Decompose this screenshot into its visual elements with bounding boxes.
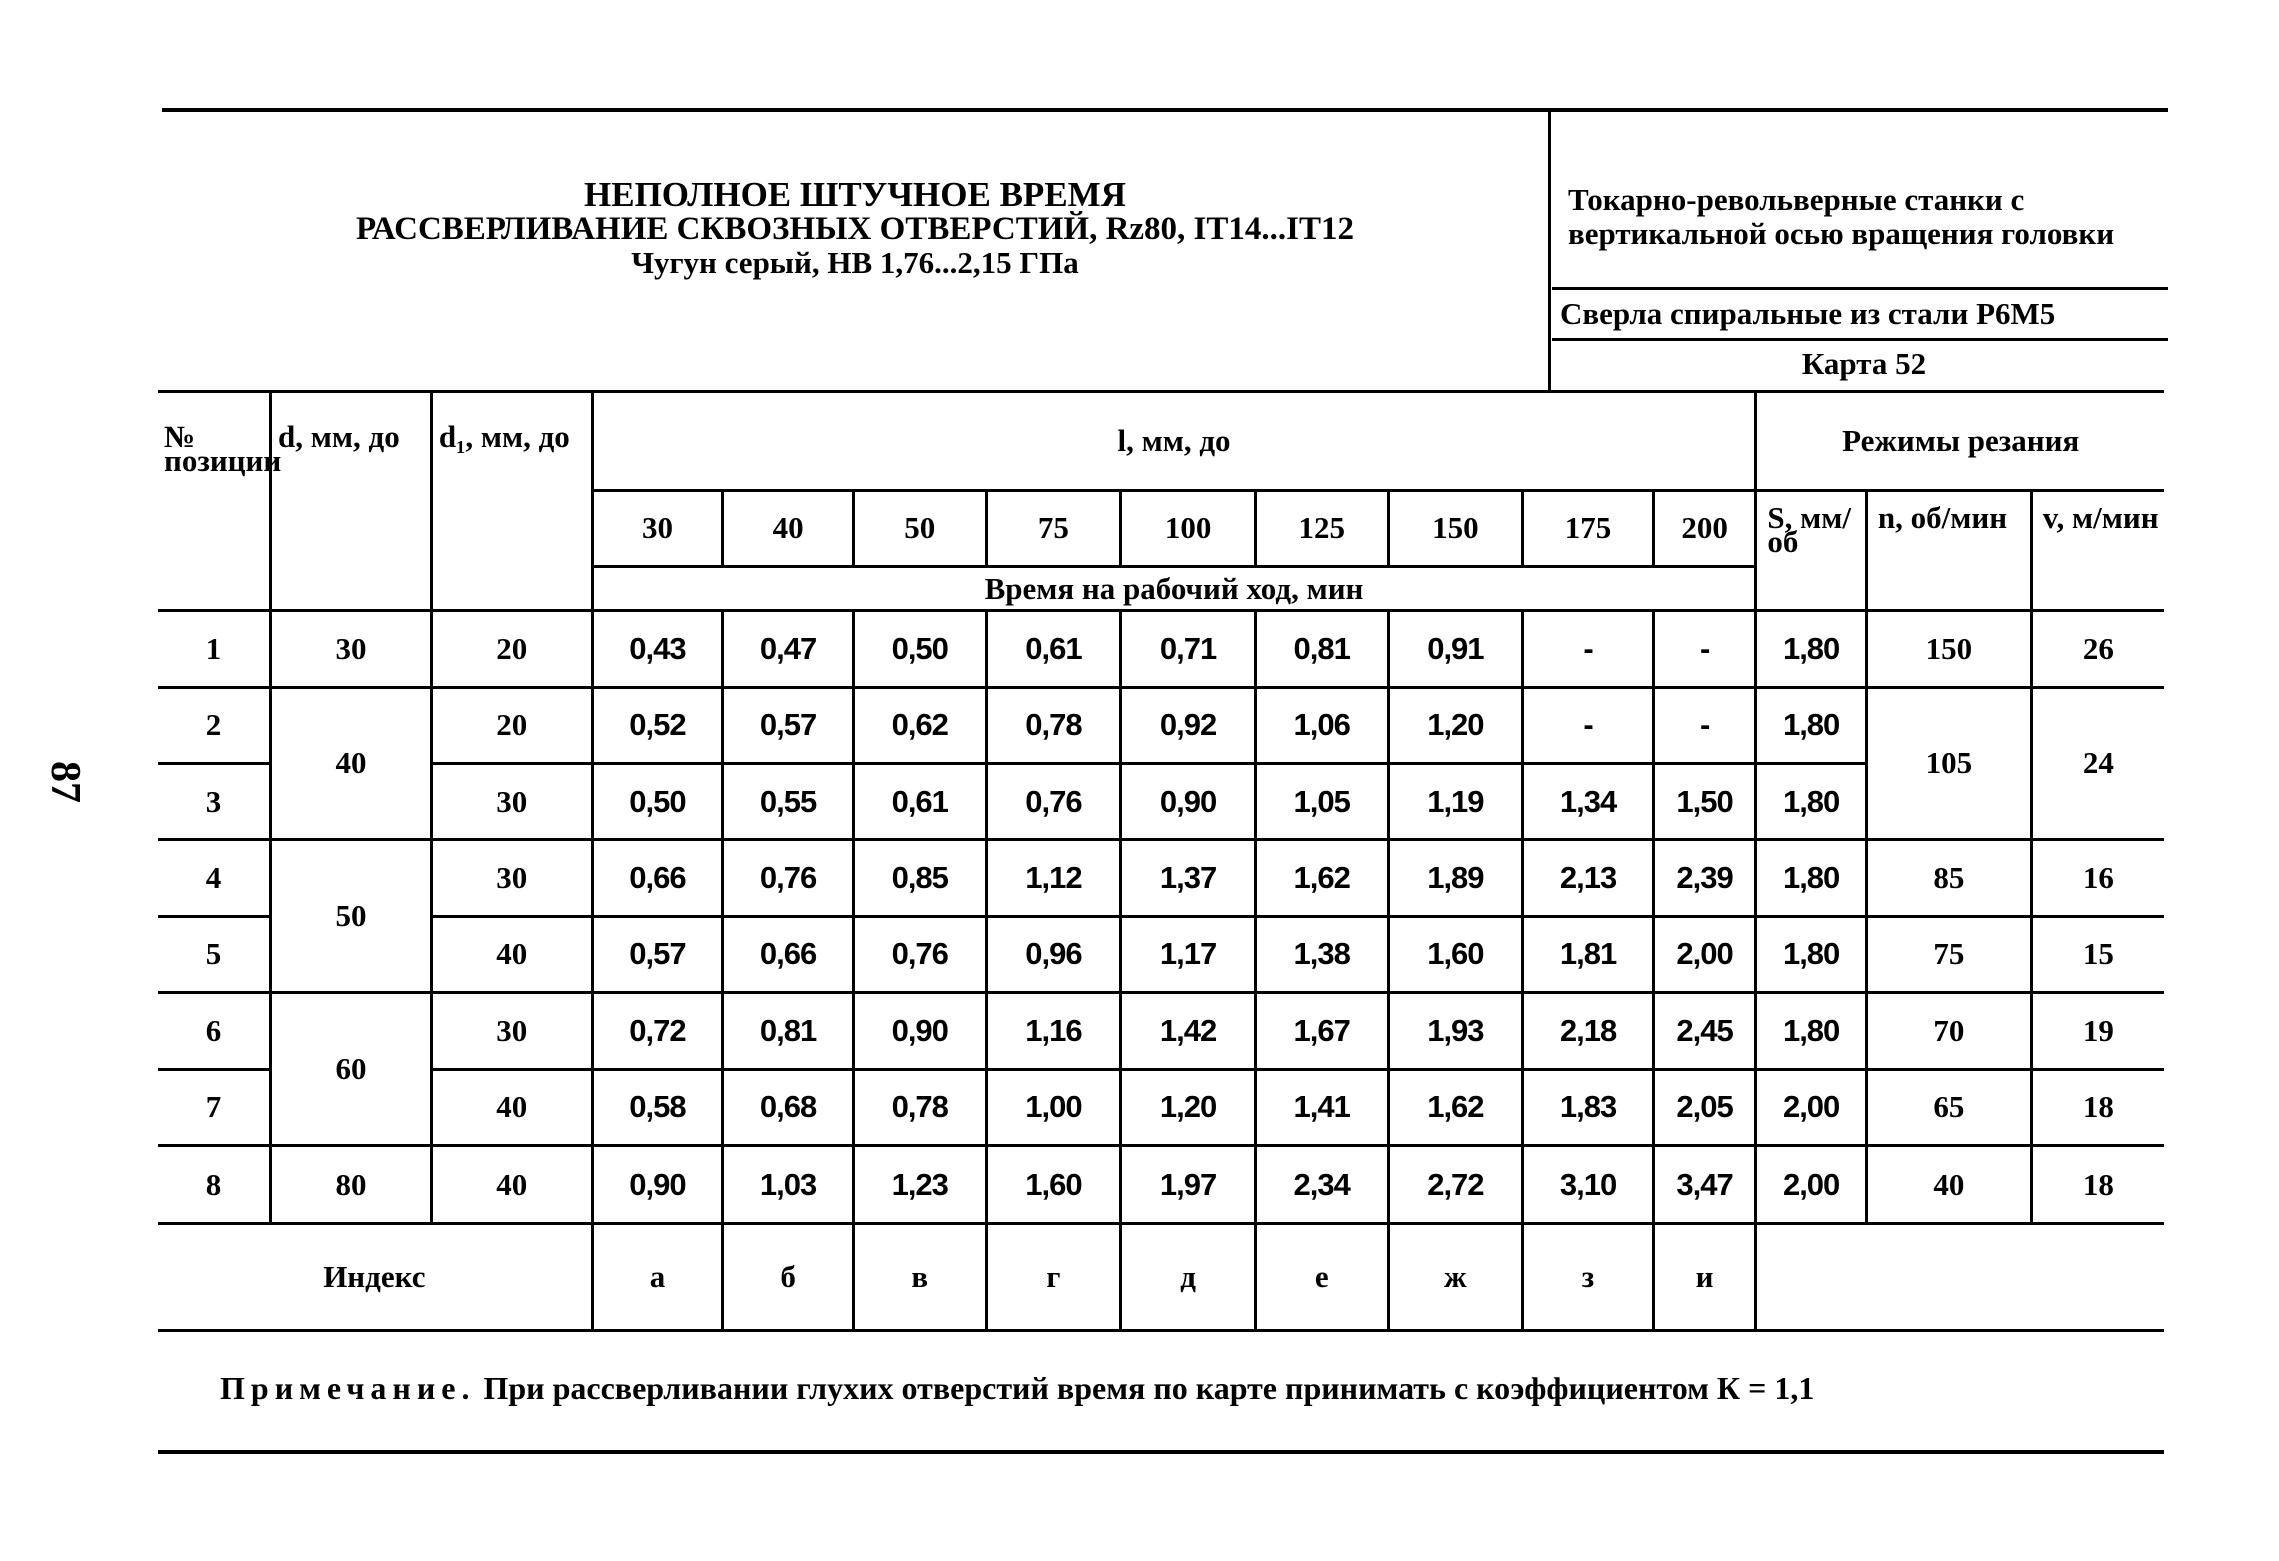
time-cell: 0,62 [853,687,986,763]
time-cell: 0,57 [723,687,854,763]
time-cell: 0,76 [853,916,986,992]
pos-cell: 3 [158,763,271,839]
time-cell: 1,37 [1121,840,1256,916]
d1-cell: 40 [431,1069,592,1145]
note [220,1370,1814,1407]
col-s-header: S, мм/об [1756,490,1867,611]
table-row [158,840,2164,916]
time-cell: - [1653,611,1756,687]
title-block [160,175,1550,280]
time-cell: 1,03 [723,1146,854,1224]
time-cell: 1,00 [986,1069,1121,1145]
length-75: 75 [986,490,1121,566]
time-cell: 2,13 [1523,840,1654,916]
d1-cell: 30 [431,840,592,916]
d-cell: 50 [271,840,432,993]
time-cell: 3,47 [1653,1146,1756,1224]
time-cell: 1,23 [853,1146,986,1224]
v-cell: 18 [2031,1146,2164,1224]
time-cell: 0,91 [1388,611,1523,687]
length-150: 150 [1388,490,1523,566]
col-d-header: d, мм, до [271,392,432,611]
n-cell: 85 [1866,840,2031,916]
s-cell: 1,80 [1756,993,1867,1069]
time-cell: 2,34 [1255,1146,1388,1224]
time-cell: 0,78 [853,1069,986,1145]
time-cell: 1,62 [1255,840,1388,916]
index-empty-cell [1756,1224,2164,1331]
time-cell: 0,85 [853,840,986,916]
time-cell: 0,90 [853,993,986,1069]
time-cell: 1,20 [1121,1069,1256,1145]
time-cell: 1,97 [1121,1146,1256,1224]
time-cell: 1,34 [1523,763,1654,839]
time-cell: 2,05 [1653,1069,1756,1145]
pos-cell: 5 [158,916,271,992]
index-cell: е [1255,1224,1388,1331]
time-cell: 0,71 [1121,611,1256,687]
v-cell: 15 [2031,916,2164,992]
time-cell: 0,52 [592,687,723,763]
s-cell: 2,00 [1756,1069,1867,1145]
time-table [158,390,2164,1332]
table-row [158,916,2164,992]
time-cell: 1,05 [1255,763,1388,839]
table-row [158,611,2164,687]
time-cell: 1,12 [986,840,1121,916]
col-pos-header: № позиции [158,392,271,611]
s-cell: 2,00 [1756,1146,1867,1224]
title-line-2: РАССВЕРЛИВАНИЕ СКВОЗНЫХ ОТВЕРСТИЙ, Rz80, IT14...IT12 [355,211,1355,247]
index-cell: з [1523,1224,1654,1331]
v-cell: 16 [2031,840,2164,916]
d1-cell: 20 [431,611,592,687]
time-cell: 0,57 [592,916,723,992]
d-cell: 40 [271,687,432,840]
time-cell: 3,10 [1523,1146,1654,1224]
length-125: 125 [1255,490,1388,566]
pos-cell: 4 [158,840,271,916]
time-cell: 0,96 [986,916,1121,992]
time-cell: 0,76 [723,840,854,916]
time-cell: 0,68 [723,1069,854,1145]
time-cell: 0,66 [592,840,723,916]
time-cell: 1,06 [1255,687,1388,763]
machine-line-2: вертикальной осью вращения головки [1568,216,2115,251]
pos-cell: 6 [158,993,271,1069]
n-cell: 75 [1866,916,2031,992]
time-cell: 1,67 [1255,993,1388,1069]
col-length-header: l, мм, до [592,392,1756,491]
length-50: 50 [853,490,986,566]
time-cell: 0,72 [592,993,723,1069]
time-cell: 0,90 [1121,763,1256,839]
length-30: 30 [592,490,723,566]
time-cell: 0,92 [1121,687,1256,763]
time-cell: 1,81 [1523,916,1654,992]
d-cell: 30 [271,611,432,687]
index-cell: г [986,1224,1121,1331]
bottom-rule [158,1450,2164,1454]
time-cell: 1,50 [1653,763,1756,839]
note-label: Примечание. [220,1370,476,1406]
v-cell: 26 [2031,611,2164,687]
time-cell: 1,16 [986,993,1121,1069]
n-cell: 65 [1866,1069,2031,1145]
v-cell: 24 [2031,687,2164,840]
time-cell: 0,81 [1255,611,1388,687]
time-cell: 1,62 [1388,1069,1523,1145]
n-cell: 150 [1866,611,2031,687]
s-cell: 1,80 [1756,840,1867,916]
time-label: Время на рабочий ход, мин [592,566,1756,610]
d1-cell: 40 [431,1146,592,1224]
index-cell: б [723,1224,854,1331]
time-cell: 1,93 [1388,993,1523,1069]
time-cell: 1,17 [1121,916,1256,992]
time-cell: 0,81 [723,993,854,1069]
time-cell: 0,90 [592,1146,723,1224]
time-cell: 1,20 [1388,687,1523,763]
page-number: 87 [42,761,88,803]
time-cell: 0,66 [723,916,854,992]
time-cell: - [1523,611,1654,687]
col-d1-header: d₁, мм, до [431,392,592,611]
drills-rule-top [1552,287,2168,290]
time-cell: 1,60 [1388,916,1523,992]
time-cell: 0,50 [853,611,986,687]
time-cell: 0,50 [592,763,723,839]
title-line-3: Чугун серый, НВ 1,76...2,15 ГПа [631,245,1079,280]
header-row-1 [158,392,2164,491]
n-cell: 40 [1866,1146,2031,1224]
time-cell: 1,41 [1255,1069,1388,1145]
table-row [158,763,2164,839]
pos-cell: 7 [158,1069,271,1145]
col-n-header: n, об/мин [1866,490,2031,611]
index-row [158,1224,2164,1331]
time-cell: 0,76 [986,763,1121,839]
index-cell: в [853,1224,986,1331]
time-cell: 0,43 [592,611,723,687]
card-number: Карта 52 [1801,346,1927,381]
d-cell: 80 [271,1146,432,1224]
top-rule [162,108,2168,112]
time-cell: - [1653,687,1756,763]
table-row [158,993,2164,1069]
pos-cell: 8 [158,1146,271,1224]
time-cell: 2,72 [1388,1146,1523,1224]
time-cell: 2,39 [1653,840,1756,916]
s-cell: 1,80 [1756,687,1867,763]
pos-cell: 1 [158,611,271,687]
table-row [158,687,2164,763]
note-text: При рассверливании глухих отверстий время по карте принимать с коэффициентом К = 1,1 [475,1370,1815,1406]
time-cell: 1,60 [986,1146,1121,1224]
time-cell: 0,61 [853,763,986,839]
length-175: 175 [1523,490,1654,566]
time-cell: 1,38 [1255,916,1388,992]
s-cell: 1,80 [1756,916,1867,992]
s-cell: 1,80 [1756,611,1867,687]
table-row [158,1146,2164,1224]
time-cell: 2,00 [1653,916,1756,992]
time-cell: 0,47 [723,611,854,687]
d1-cell: 20 [431,687,592,763]
v-cell: 18 [2031,1069,2164,1145]
machine-type [1568,183,2188,251]
index-cell: и [1653,1224,1756,1331]
time-cell: 1,89 [1388,840,1523,916]
time-cell: 1,42 [1121,993,1256,1069]
s-cell: 1,80 [1756,763,1867,839]
drills-rule-bottom [1552,338,2168,341]
table-row [158,1069,2164,1145]
d1-cell: 30 [431,993,592,1069]
time-cell: 0,58 [592,1069,723,1145]
d1-cell: 30 [431,763,592,839]
time-cell: 0,78 [986,687,1121,763]
title-line-1: НЕПОЛНОЕ ШТУЧНОЕ ВРЕМЯ [584,175,1126,214]
v-cell: 19 [2031,993,2164,1069]
regimes-header: Режимы резания [1756,392,2164,491]
n-cell: 105 [1866,687,2031,840]
time-cell: 1,19 [1388,763,1523,839]
index-label: Индекс [158,1224,592,1331]
time-cell: - [1523,687,1654,763]
time-cell: 2,18 [1523,993,1654,1069]
time-cell: 1,83 [1523,1069,1654,1145]
d1-cell: 40 [431,916,592,992]
drill-type: Сверла спиральные из стали Р6М5 [1560,296,2056,331]
col-v-header: v, м/мин [2031,490,2164,611]
index-cell: д [1121,1224,1256,1331]
time-cell: 0,55 [723,763,854,839]
machine-line-1: Токарно-револьверные станки с [1568,182,2025,217]
index-cell: а [592,1224,723,1331]
length-100: 100 [1121,490,1256,566]
length-40: 40 [723,490,854,566]
n-cell: 70 [1866,993,2031,1069]
time-cell: 0,61 [986,611,1121,687]
d-cell: 60 [271,993,432,1146]
pos-cell: 2 [158,687,271,763]
time-cell: 2,45 [1653,993,1756,1069]
index-cell: ж [1388,1224,1523,1331]
length-200: 200 [1653,490,1756,566]
